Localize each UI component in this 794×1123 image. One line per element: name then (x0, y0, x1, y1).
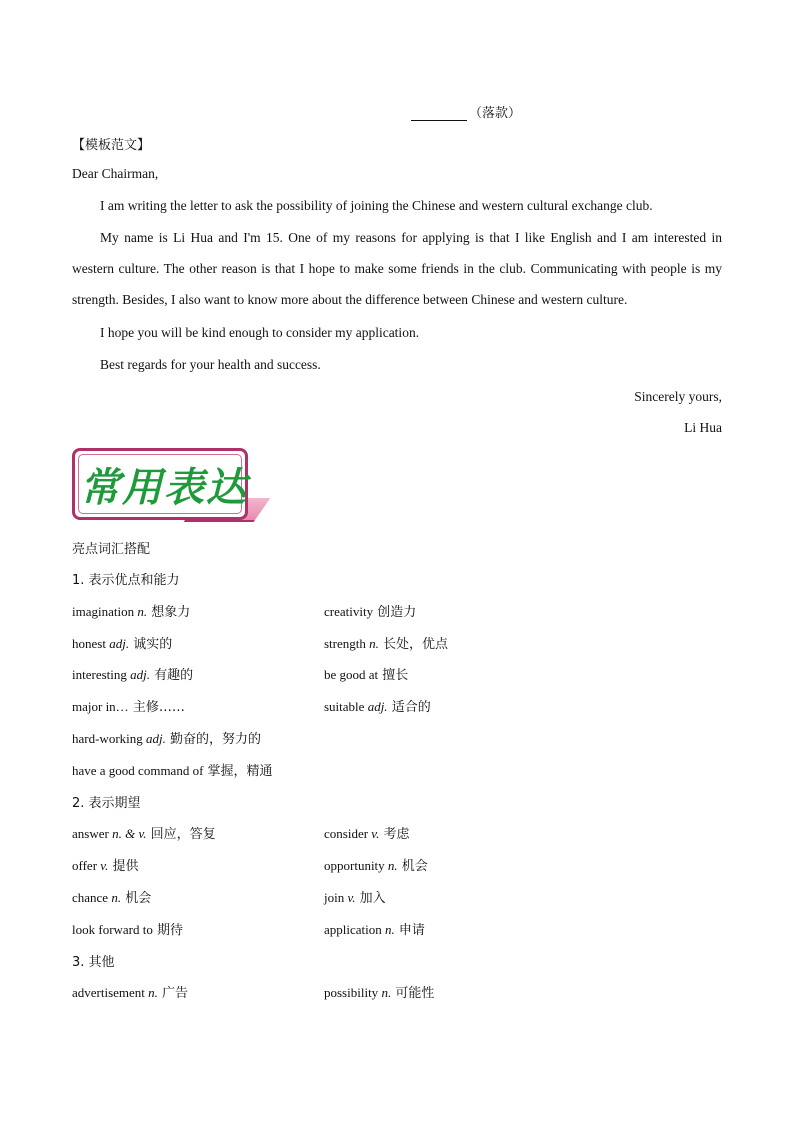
vocab-word: consider (324, 826, 369, 842)
vocab-part-of-speech: adj. (364, 699, 388, 715)
vocab-meaning: 申请 (394, 922, 425, 938)
vocab-part-of-speech: v. (97, 858, 109, 874)
letter-paragraph-2-line-3: strength. Besides, I also want to know more about the difference between Chinese and western culture. (72, 292, 628, 307)
vocab-item (72, 696, 185, 715)
vocab-part-of-speech: n. (134, 603, 148, 619)
vocab-item (324, 601, 416, 620)
vocab-item (72, 887, 151, 906)
vocab-word: chance (72, 890, 109, 905)
vocab-item (324, 633, 448, 652)
vocab-part-of-speech: v. (344, 890, 356, 905)
vocab-meaning: 回应，答复 (146, 827, 216, 843)
sample-heading: 【模板范文】 (72, 138, 151, 153)
vocab-word: creativity (324, 603, 374, 619)
vocab-word: suitable (324, 699, 365, 715)
vocab-word: honest (72, 635, 106, 651)
vocab-part-of-speech: n. (108, 890, 122, 905)
vocab-part-of-speech: n. (384, 858, 398, 874)
vocab-word: have a good command of (72, 762, 204, 778)
vocab-part-of-speech: n. (365, 635, 379, 651)
sign-label: （落款） (469, 106, 522, 121)
vocab-word: advertisement (72, 985, 145, 1001)
vocab-meaning: 加入 (355, 891, 386, 906)
vocab-word: imagination (72, 603, 135, 619)
vocab-item (324, 696, 431, 715)
vocab-item (324, 982, 434, 1001)
vocab-word: possibility (324, 985, 379, 1001)
vocab-meaning: 提供 (108, 859, 139, 875)
vocab-item (324, 664, 408, 683)
vocab-word: hard-working (72, 731, 143, 746)
banner-title: 常用表达 (80, 465, 248, 511)
letter-closing: Sincerely yours, (634, 389, 722, 404)
vocab-word: opportunity (324, 858, 385, 874)
letter-paragraph-2-line-1: My name is Li Hua and I'm 15. One of my reasons for applying is that I like English and I am interested in (100, 230, 722, 245)
vocab-word: major in… (72, 699, 129, 715)
vocab-word: join (324, 890, 345, 905)
vocab-item (324, 887, 386, 906)
vocab-part-of-speech: adj. (126, 667, 151, 683)
vocab-meaning: 可能性 (391, 986, 435, 1002)
letter-paragraph-3: I hope you will be kind enough to consider my application. (100, 325, 420, 340)
vocab-meaning: 机会 (397, 859, 428, 875)
vocab-word: be good at (324, 667, 379, 683)
vocab-item (324, 823, 410, 842)
vocab-item (72, 855, 138, 874)
vocab-word: offer (72, 858, 98, 874)
vocab-meaning: 有趣的 (150, 668, 194, 684)
vocab-meaning: 期待 (152, 922, 184, 938)
vocab-meaning: 掌握，精通 (203, 763, 273, 779)
vocab-section-title: 3. 其他 (72, 954, 115, 970)
vocab-part-of-speech: adj. (142, 731, 166, 746)
vocab-item (72, 823, 216, 842)
vocab-item (72, 919, 183, 938)
vocab-meaning: 主修…… (128, 700, 185, 716)
vocab-meaning: 勤奋的，努力的 (165, 732, 262, 747)
vocab-meaning: 机会 (121, 891, 152, 906)
vocab-part-of-speech: n. & v. (108, 826, 147, 842)
vocab-item (72, 982, 188, 1001)
vocab-word: look forward to (72, 921, 153, 937)
vocab-meaning: 擅长 (378, 668, 409, 684)
vocab-word: answer (72, 826, 109, 842)
vocab-meaning: 广告 (157, 986, 189, 1002)
vocab-item (72, 760, 273, 779)
vocab-meaning: 创造力 (373, 604, 417, 620)
vocab-meaning: 适合的 (387, 700, 431, 716)
vocab-meaning: 考虑 (379, 827, 410, 843)
vocab-item (72, 728, 261, 747)
vocab-part-of-speech: n. (144, 985, 158, 1001)
vocab-item (324, 919, 425, 938)
vocab-meaning: 长处，优点 (378, 636, 449, 652)
vocab-meaning: 诚实的 (129, 636, 173, 652)
signature-blank-line (411, 108, 467, 121)
vocab-part-of-speech: v. (368, 826, 380, 842)
vocab-word: interesting (72, 667, 127, 683)
letter-paragraph-4: Best regards for your health and success. (100, 357, 321, 372)
vocab-part-of-speech: n. (378, 985, 392, 1001)
letter-signature: Li Hua (684, 420, 722, 435)
signature-placeholder (411, 102, 521, 121)
vocab-meaning: 想象力 (147, 604, 191, 620)
letter-greeting: Dear Chairman, (72, 166, 159, 181)
vocab-part-of-speech: n. (381, 921, 395, 937)
letter-paragraph-2-line-2: western culture. The other reason is that I hope to make some friends in the club. Communicating with people is my (72, 261, 722, 276)
vocab-section-title: 1. 表示优点和能力 (72, 573, 180, 588)
vocab-item (72, 601, 190, 620)
vocab-word: application (324, 921, 382, 937)
vocab-item (72, 633, 172, 652)
vocab-heading: 亮点词汇搭配 (72, 542, 151, 557)
vocab-word: strength (324, 635, 366, 651)
vocab-item (72, 664, 193, 683)
vocab-section-title: 2. 表示期望 (72, 795, 141, 811)
vocab-part-of-speech: adj. (105, 635, 130, 651)
letter-paragraph-1: I am writing the letter to ask the possibility of joining the Chinese and western cultural exchange club. (100, 198, 653, 213)
vocab-item (324, 855, 428, 874)
section-banner (72, 448, 262, 528)
